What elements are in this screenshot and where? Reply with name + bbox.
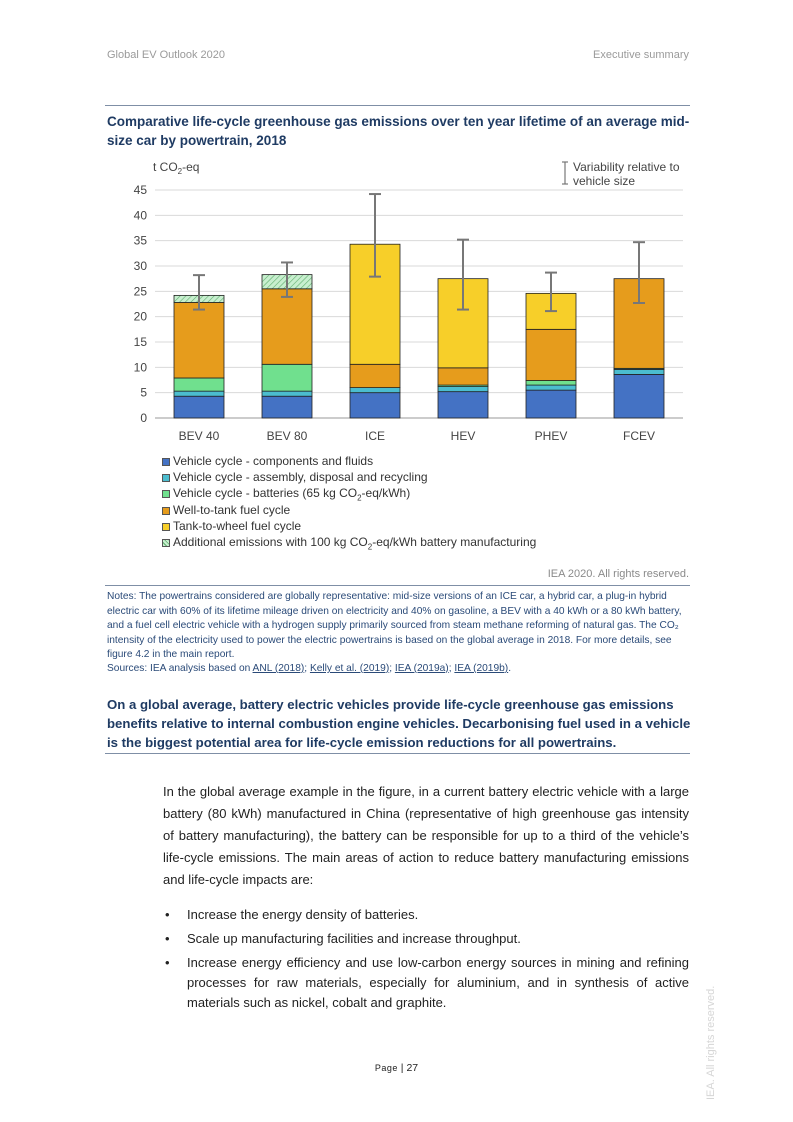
legend-item-batteries bbox=[162, 485, 536, 501]
figure-takeaway: On a global average, battery electric vehicles provide life-cycle greenhouse gas emissions benefits relative to internal combustion engine vehicles. Decarbonising fuel used in a vehicle is the biggest potential area for life-cycle emission reductions for all powertrains. bbox=[107, 697, 691, 750]
bar-segment bbox=[174, 378, 224, 391]
sources-prefix: Sources: IEA analysis based on bbox=[107, 663, 253, 674]
y-tick-label: 40 bbox=[133, 208, 147, 223]
legend-label-post: -eq/kWh) bbox=[361, 486, 411, 501]
legend-item-wtt bbox=[162, 502, 536, 518]
x-tick-label: HEV bbox=[450, 429, 476, 443]
source-link-kelly[interactable]: Kelly et al. (2019) bbox=[309, 663, 390, 674]
takeaway-rule bbox=[105, 753, 690, 754]
legend-label-sub: 2 bbox=[367, 542, 373, 552]
bar-segment bbox=[174, 396, 224, 418]
list-item: • Scale up manufacturing facilities and increase throughput. bbox=[163, 929, 689, 949]
body-paragraph: In the global average example in the figure, in a current battery electric vehicle with a large battery (80 kWh) manufactured in China (representative of high greenhouse gas intensity of battery manufacturing), the battery can be responsible for up to a third of the vehicle’s life-cycle emissions. The main areas of action to reduce battery manufacturing emissions and life-cycle impacts are: bbox=[163, 784, 689, 887]
x-tick-label: FCEV bbox=[622, 429, 656, 443]
rights-watermark: IEA. All rights reserved. bbox=[705, 985, 717, 1100]
bar-segment bbox=[350, 364, 400, 387]
notes-rule bbox=[105, 585, 690, 586]
header-section-title: Executive summary bbox=[593, 49, 689, 61]
y-tick-label: 5 bbox=[140, 385, 147, 400]
y-tick-label: 35 bbox=[133, 233, 147, 248]
bar-segment bbox=[350, 388, 400, 393]
page-number: Page | 27 bbox=[374, 1062, 419, 1074]
legend-swatch bbox=[162, 458, 170, 466]
y-tick-label: 45 bbox=[133, 183, 147, 197]
bar-segment bbox=[262, 289, 312, 364]
source-link-anl[interactable]: ANL (2018) bbox=[252, 663, 305, 674]
list-item: • Increase energy efficiency and use low-carbon energy sources in mining and refining processes for raw materials, especially for aluminium, and in synthesis of active materials such as nickel, cobalt and graphite. bbox=[163, 953, 689, 1013]
bar-segment bbox=[438, 392, 488, 418]
bar-segment bbox=[526, 385, 576, 390]
x-tick-label: ICE bbox=[364, 429, 386, 443]
bar-segment bbox=[262, 391, 312, 396]
bar-segment bbox=[526, 390, 576, 418]
bar-segment bbox=[438, 387, 488, 392]
legend-label: Vehicle cycle - assembly, disposal and recycling bbox=[173, 470, 428, 485]
bar-segment bbox=[614, 369, 664, 374]
legend-label-sub: 2 bbox=[357, 493, 362, 503]
figure-sources: Sources: IEA analysis based on ANL (2018); Kelly et al. (2019); IEA (2019a); IEA (2019b). bbox=[107, 663, 512, 674]
y-tick-label: 25 bbox=[133, 284, 147, 299]
bar-segment bbox=[526, 329, 576, 380]
page-number-value: 27 bbox=[406, 1062, 419, 1074]
figure-title: Comparative life-cycle greenhouse gas emissions over ten year lifetime of an average mid-size car by powertrain, 2018 bbox=[107, 114, 690, 148]
bar-segment bbox=[438, 368, 488, 385]
legend-swatch bbox=[162, 507, 170, 515]
x-tick-label: BEV 40 bbox=[178, 429, 220, 443]
bar-segment bbox=[526, 381, 576, 386]
bar-segment bbox=[174, 302, 224, 377]
figure-rights: IEA 2020. All rights reserved. bbox=[547, 568, 689, 580]
figure-top-rule bbox=[105, 105, 690, 106]
y-tick-label: 30 bbox=[133, 259, 147, 273]
legend-swatch bbox=[162, 490, 170, 498]
legend-label-post: -eq/kWh battery manufacturing bbox=[372, 534, 537, 549]
legend-swatch bbox=[162, 474, 170, 482]
legend-item-components bbox=[162, 453, 536, 469]
legend-label: Vehicle cycle - batteries (65 kg CO bbox=[173, 486, 358, 501]
bar-segment bbox=[262, 396, 312, 418]
bar-segment bbox=[262, 364, 312, 391]
header-report-title: Global EV Outlook 2020 bbox=[107, 49, 226, 61]
x-tick-label: BEV 80 bbox=[266, 429, 308, 443]
legend-item-assembly bbox=[162, 469, 536, 485]
figure-notes: Notes: The powertrains considered are globally representative: mid-size versions of an ICE car, a hybrid car, a plug-in hybrid electric car with 60% of its lifetime mileage driven on electricity and 40% on gasoline, a BEV with a 40 kWh or a 80 kWh battery, and a fuel cell electric vehicle with a hydrogen supply primarily sourced from steam methane reforming of natural gas. The CO₂ intensity of the electricity used to power the electric powertrains is based on the global average in 2018. For more details, see figure 4.2 in the main report. bbox=[107, 591, 682, 661]
y-tick-label: 20 bbox=[133, 309, 147, 324]
legend-label: Vehicle cycle - components and fluids bbox=[173, 454, 374, 468]
legend-item-additional bbox=[162, 534, 536, 550]
y-tick-label: 10 bbox=[133, 360, 147, 375]
emissions-chart bbox=[100, 155, 700, 450]
x-tick-label: PHEV bbox=[534, 429, 568, 443]
legend-item-ttw bbox=[162, 518, 536, 534]
legend-label: Tank-to-wheel fuel cycle bbox=[173, 518, 302, 533]
variability-label: vehicle size bbox=[573, 174, 636, 188]
legend-label: Additional emissions with 100 kg CO bbox=[173, 534, 368, 549]
bar-segment bbox=[174, 391, 224, 396]
source-link-iea-2019b[interactable]: IEA (2019b) bbox=[454, 663, 509, 674]
legend-swatch bbox=[162, 523, 170, 531]
chart-legend bbox=[162, 453, 536, 550]
variability-label: Variability relative to bbox=[573, 160, 680, 174]
legend-label: Well-to-tank fuel cycle bbox=[173, 502, 291, 517]
y-axis-label: t $CO_2-eq$ bbox=[153, 160, 200, 176]
source-link-iea-2019a[interactable]: IEA (2019a) bbox=[394, 663, 449, 674]
bar-segment bbox=[350, 393, 400, 418]
y-tick-label: 15 bbox=[133, 335, 147, 349]
list-item: • Increase the energy density of batteries. bbox=[163, 905, 689, 925]
legend-swatch bbox=[162, 539, 170, 547]
bar-segment bbox=[614, 374, 664, 418]
page-label: Page bbox=[374, 1063, 398, 1073]
y-tick-label: 0 bbox=[140, 411, 147, 425]
action-list bbox=[163, 905, 689, 1017]
